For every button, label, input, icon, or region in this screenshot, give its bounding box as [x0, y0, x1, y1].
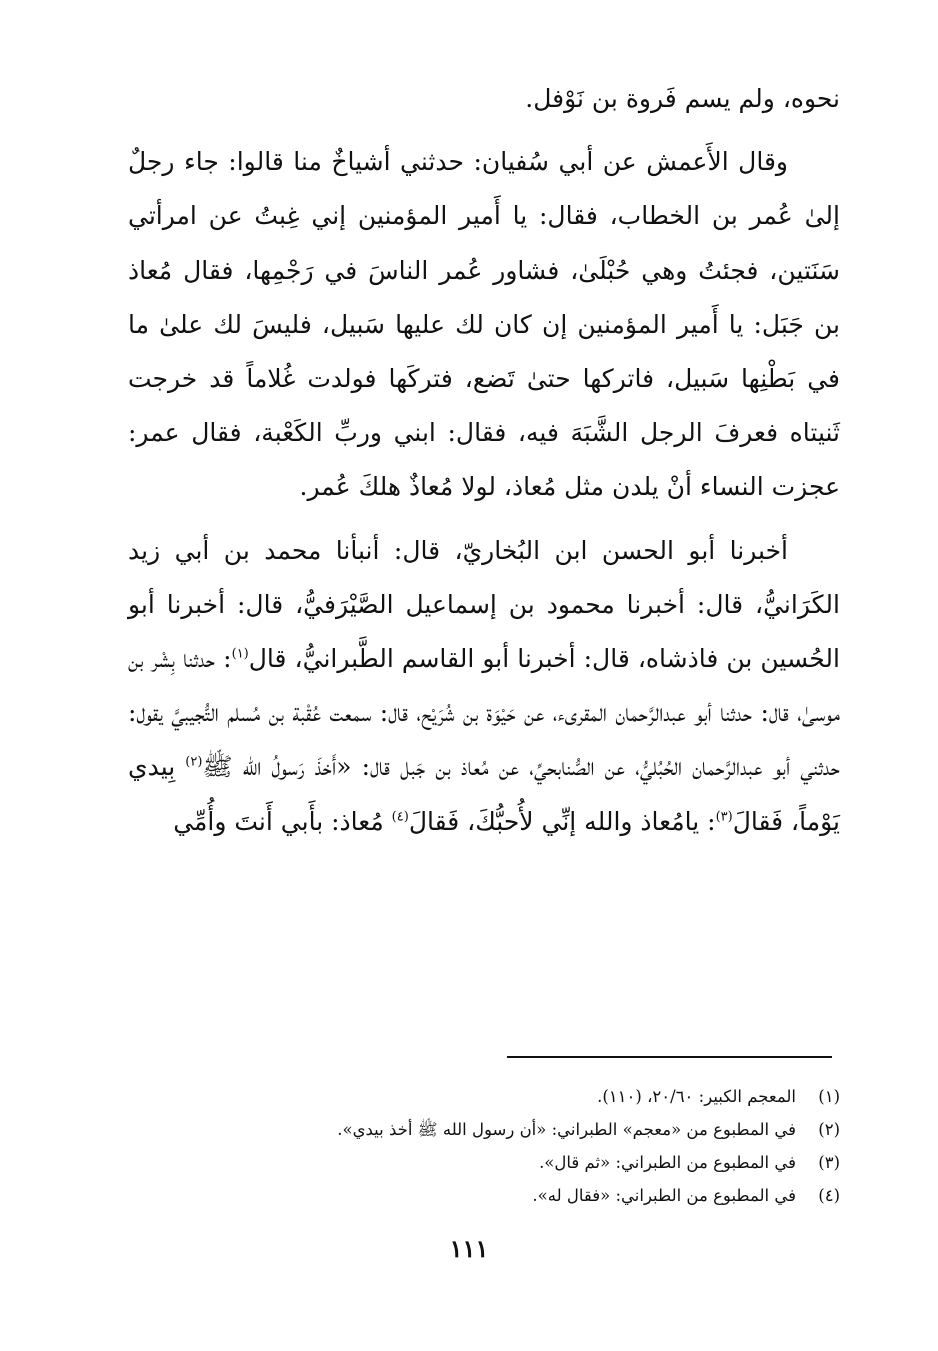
footnote: [180, 1179, 840, 1212]
paragraph-text: وقال الأَعمش عن أبي سُفيان: حدثني أشياخٌ منا قالوا: جاء رجلٌ إلىٰ عُمر بن الخطاب، فقال: يا أَمير المؤمنين إني غِبتُ عن امرأتي سَنَتين، فجئتُ وهي حُبْلَىٰ، فشاور عُمر الناسَ في رَجْمِها، فقال مُعاذ بن جَبَل: يا أَمير المؤمنين إن كان لك عليها سَبيل، فليسَ لك علىٰ ما في بَطْنِها سَبيل، فاتركها حتىٰ تَضع، فتركَها فولدت غُلاماً قد خرجت ثَنيتاه فعرفَ الرجل الشَّبَهَ فيه، فقال: ابني وربِّ الكَعْبة، فقال عمر: عجزت النساء أنْ يلدن مثل مُعاذ، لولا مُعاذٌ هلكَ عُمر.: [128, 147, 840, 502]
footnote-number: (٣): [818, 1153, 840, 1172]
footnote-text: في المطبوع من «معجم» الطبراني: «أن رسول الله ﷺ أخذ بيدي».: [337, 1120, 796, 1139]
footnotes-list: [180, 1080, 840, 1212]
paragraph: [128, 135, 840, 514]
footnote: [180, 1113, 840, 1146]
footnote: [180, 1146, 840, 1179]
footnote-number: (٢): [818, 1120, 840, 1139]
footnote-reference[interactable]: (٢): [185, 755, 203, 771]
footnote-separator: [507, 1056, 832, 1058]
footnote-text: في المطبوع من الطبراني: «فقال له».: [532, 1186, 796, 1205]
paragraph-text: بِيدي يَوْماً، فَقالَ: [128, 752, 840, 836]
paragraph-text: نحوه، ولم يسم فَروة بن نَوْفل.: [525, 84, 840, 113]
paragraph-text: : يامُعاذ والله إنِّي لأُحبُّكَ، فَقالَ: [408, 806, 716, 836]
paragraph-text: : حدثنا بِشْر بن موسىٰ، قال: حدثنا أبو عبدالرَّحمان المقرىء، عن حَيْوَة بن شُرَيْح، قال: سمعت عُقْبة بن مُسلم التُّجيبيَّ يقول: حدثني أبو عبدالرَّحمان الحُبُليُّ، عن الصُّنابحيِّ، عن مُعاذ بن جَبل قال: «أَخذَ رَسولُ الله ﷺ: [128, 644, 840, 782]
paragraph-text: مُعاذ: بأَبي أَنتَ وأُمِّي: [173, 806, 392, 836]
paragraph: [128, 72, 840, 126]
footnote-text: المعجم الكبير: ٢٠/٦٠، (١١٠).: [597, 1087, 796, 1106]
page-number: ١١١: [449, 1234, 489, 1263]
footnote-number: (١): [818, 1087, 840, 1106]
footnote-reference[interactable]: (١): [231, 646, 249, 662]
footnote-reference[interactable]: (٣): [715, 809, 733, 825]
footnote-number: (٤): [818, 1186, 840, 1205]
footnote-text: في المطبوع من الطبراني: «ثم قال».: [539, 1153, 796, 1172]
main-text: [128, 72, 840, 849]
footnote-reference[interactable]: (٤): [391, 809, 409, 825]
footnote: [180, 1080, 840, 1113]
paragraph-text: أخبرنا أبو الحسن ابن البُخاريّ، قال: أنبأنا محمد بن أبي زيد الكَرَانيُّ، قال: أخبرنا محمود بن إسماعيل الصَّيْرَفيُّ، قال: أخبرنا أبو الحُسين بن فاذشاه، قال: أخبرنا أبو القاسم الطَّبرانيُّ، قال: [128, 535, 840, 674]
paragraph: [128, 524, 840, 849]
